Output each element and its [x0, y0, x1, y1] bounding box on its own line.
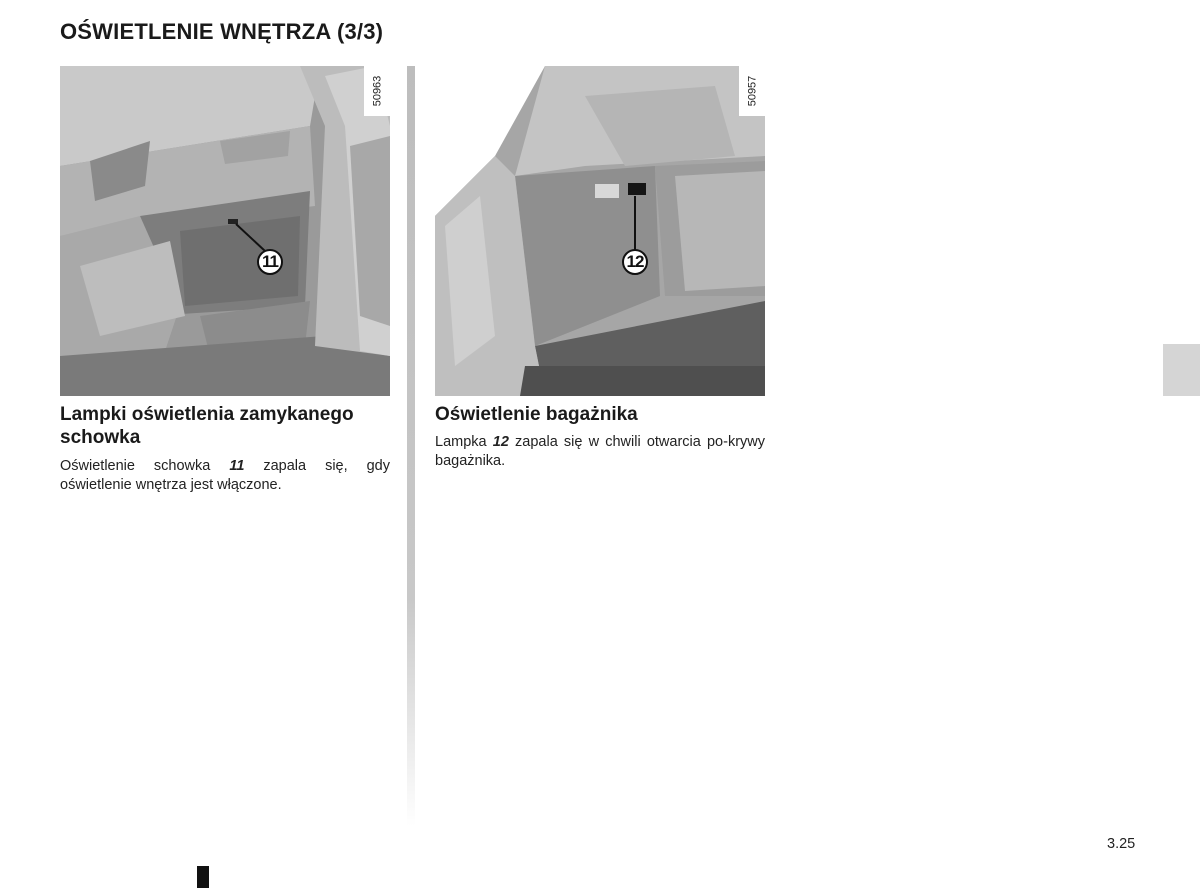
chapter-tab [1163, 344, 1200, 396]
luggage-compartment-drawing [435, 66, 765, 396]
reference-number: 11 [229, 458, 245, 474]
figure-code: 50957 [739, 66, 765, 116]
glovebox-illustration [60, 66, 390, 396]
page-number: 3.25 [1107, 836, 1136, 852]
section-heading-luggage: Oświetlenie bagażnika [435, 404, 638, 425]
column-divider [407, 66, 415, 826]
section-body-glovebox: Oświetlenie schowka 11 zapala się, gdy oświetlenie wnętrza jest włączone. [60, 458, 390, 493]
figure-code: 50963 [364, 66, 390, 116]
crop-mark [197, 866, 209, 888]
section-body-luggage: Lampka 12 zapala się w chwili otwarcia po-krywy bagażnika. [435, 434, 765, 469]
callout-12: 12 [622, 249, 648, 275]
reference-number: 12 [492, 434, 509, 450]
callout-11: 11 [257, 249, 283, 275]
luggage-compartment-illustration [435, 66, 765, 396]
page-title: OŚWIETLENIE WNĘTRZA (3/3) [60, 19, 384, 44]
glovebox-drawing [60, 66, 390, 396]
section-heading-glovebox: Lampki oświetlenia zamykanego schowka [60, 404, 354, 448]
